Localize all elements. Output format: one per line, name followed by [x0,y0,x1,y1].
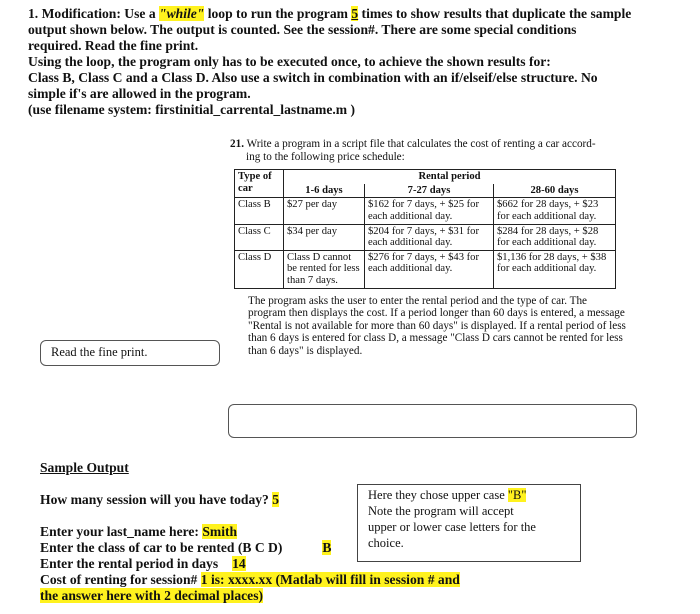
problem-description: The program asks the user to enter the rental period and the type of car. The program then displays the cost. If a period longer than 60 days is entered, a message "Rental is not available for more than 60 days" is displayed. If a rental period of less than 6 days is entered for class D, a message "Class D cars cannot be rented for less than 6 days" is displayed. [248,294,626,357]
note-line-4: choice. [368,536,404,550]
table-row: Class C $34 per day $204 for 7 days, + $31 for each additional day. $284 for 28 days, + $28 for each additional day. [235,224,616,250]
instruction-line-3: required. Read the fine print. [28,38,199,53]
table-row: Class D Class D cannot be rented for less than 7 days. $276 for 7 days, + $43 for each additional day. $1,136 for 28 days, + $38 for each additional day. [235,250,616,288]
sample-output-heading: Sample Output [40,460,129,475]
instruction-line-1: 1. Modification: Use a "while" loop to run the program 5 times to show results that duplicate the sample [28,6,632,21]
name-value: Smith [202,524,238,539]
name-line: Enter your last_name here: Smith [40,524,238,539]
header-7-27-days: 7-27 days [365,184,494,198]
class-value: B [322,540,332,555]
problem-intro: 21. Write a program in a script file that calculates the cost of renting a car accord- ing to the following price schedule: [230,138,596,163]
instruction-line-6: simple if's are allowed in the program. [28,86,251,101]
note-line-3: upper or lower case letters for the [368,520,536,534]
table-row: Class B $27 per day $162 for 7 days, + $25 for each additional day. $662 for 28 days, + $23 for each additional day. [235,198,616,224]
class-line: Enter the class of car to be rented (B C D) B [40,540,332,555]
sessions-value: 5 [272,492,280,507]
price-schedule-table [234,169,616,288]
assignment-instructions [28,6,688,118]
note-quote: "B" [507,488,527,502]
header-type-of-car: Type of car [235,170,284,198]
table-subheader-row [235,184,616,198]
loop-count: 5 [351,6,359,21]
fine-print-label: Read the fine print. [51,345,148,359]
instruction-line-7: (use filename system: firstinitial_carrental_lastname.m ) [28,102,356,117]
note-callout [357,484,581,562]
instruction-line-5: Class B, Class C and a Class D. Also use a switch in combination with an if/elseif/else structure. No [28,70,598,85]
cost-line: Cost of renting for session# 1 is: xxxx.xx (Matlab will fill in session # and [40,572,460,587]
header-1-6-days: 1-6 days [284,184,365,198]
period-line: Enter the rental period in days 14 [40,556,246,571]
while-keyword: "while" [159,6,205,21]
empty-answer-box [228,404,637,438]
header-rental-period: Rental period [284,170,616,184]
instruction-line-4: Using the loop, the program only has to be executed once, to achieve the shown results for: [28,54,551,69]
note-line-1: Here they chose upper case "B" [368,488,527,502]
cost-session: 1 [200,572,208,587]
header-28-60-days: 28-60 days [494,184,616,198]
problem-number: 21. [230,138,244,150]
instruction-line-2: output shown below. The output is counted. See the session#. There are some special conditions [28,22,577,37]
textbook-problem [228,138,626,358]
sessions-line: How many session will you have today? 5 [40,492,280,507]
note-line-2: Note the program will accept [368,504,514,518]
cost-line-2: the answer here with 2 decimal places) [40,588,264,603]
period-value: 14 [232,556,246,571]
table-header-row [235,170,616,184]
fine-print-callout [40,340,220,366]
